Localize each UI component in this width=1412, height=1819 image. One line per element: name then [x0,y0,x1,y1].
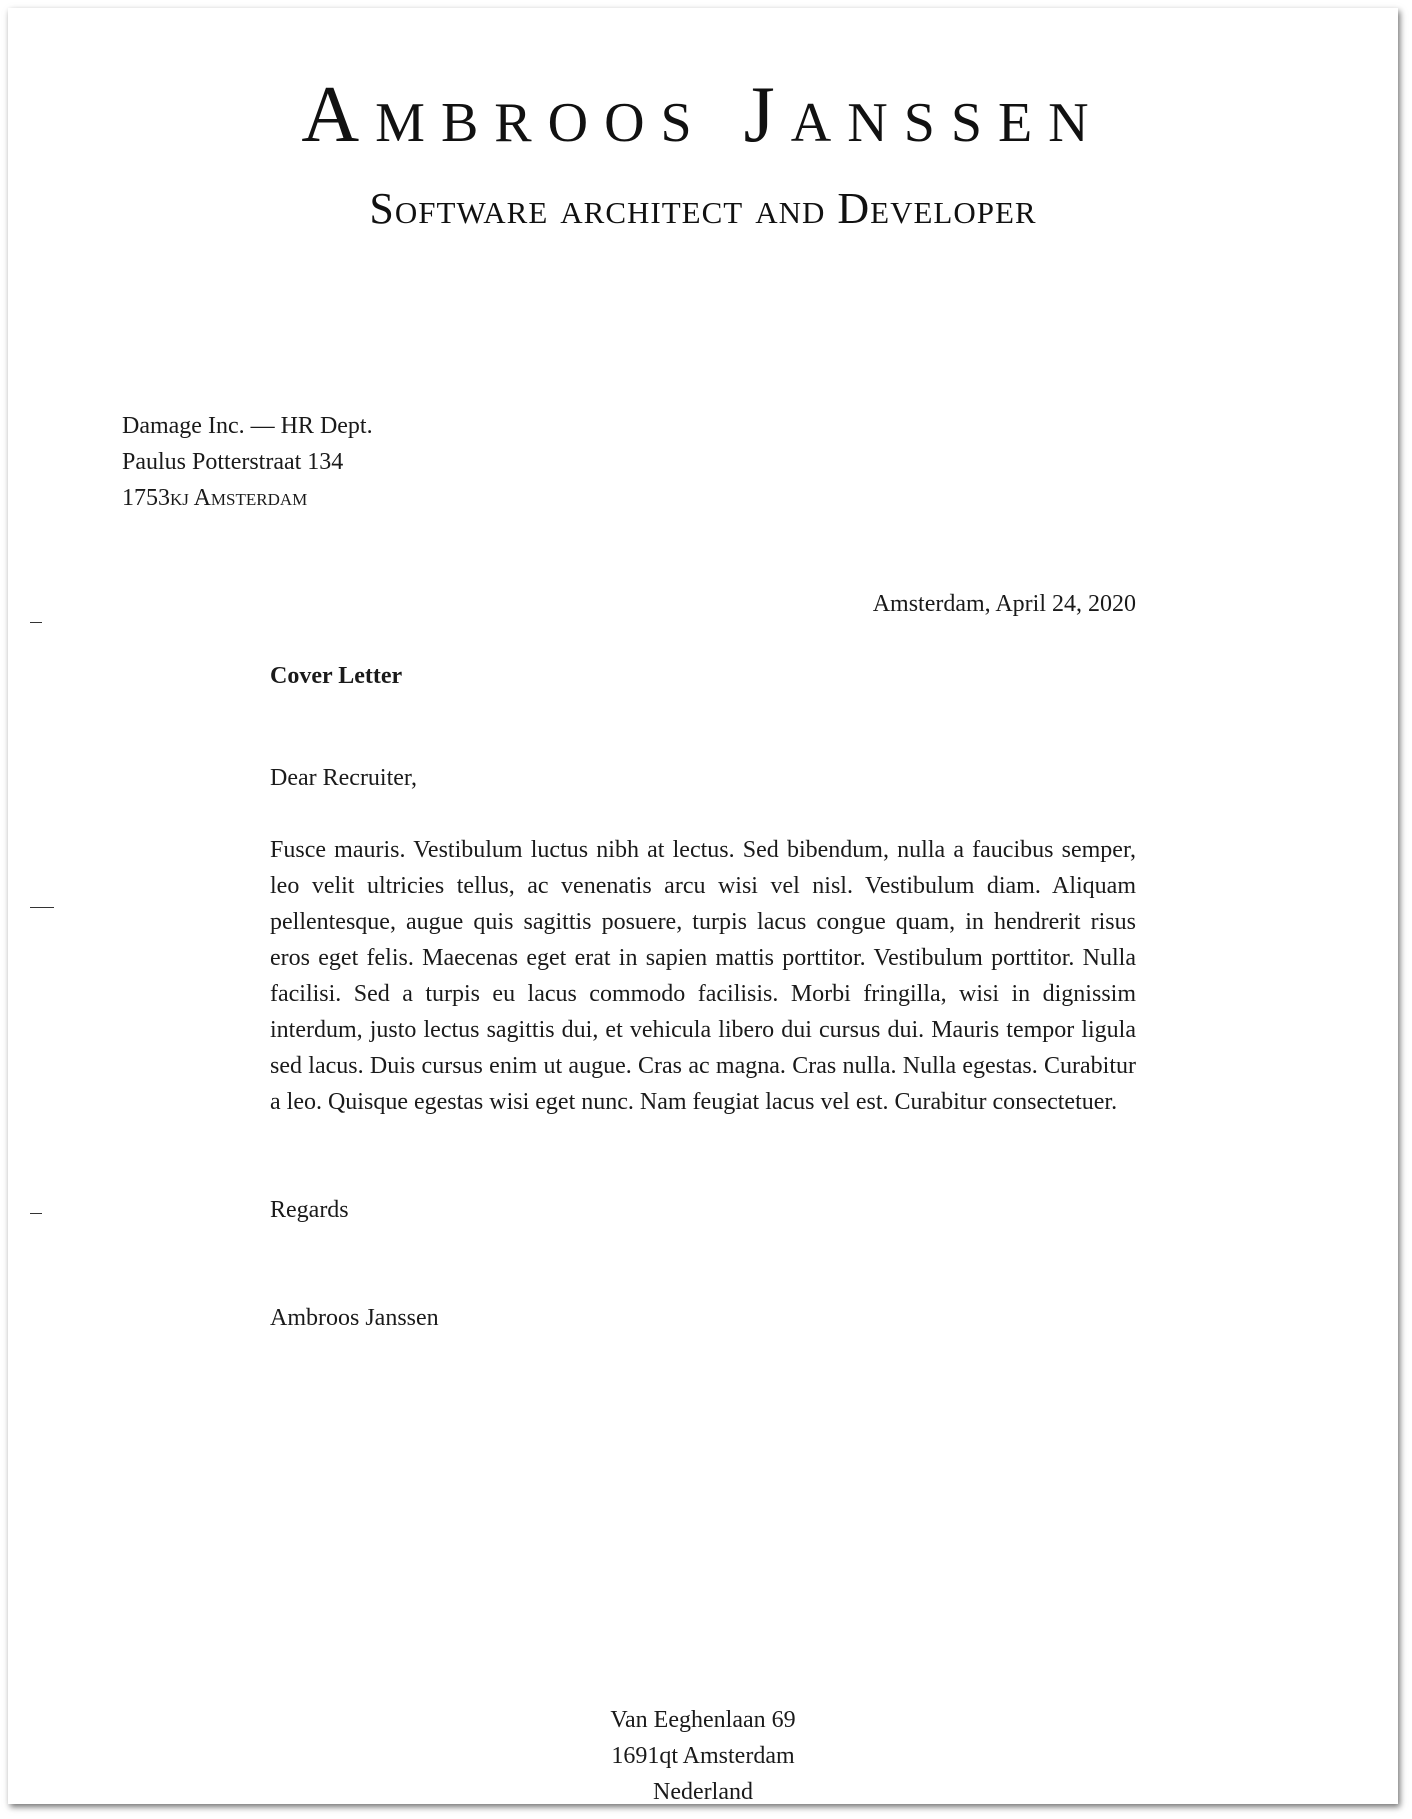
footer-line-country: Nederland [653,1779,753,1805]
letter-salutation: Dear Recruiter, [270,765,417,791]
footer-line-street: Van Eeghenlaan 69 [610,1707,796,1733]
letter-subject: Cover Letter [270,663,403,689]
recipient-line-city: 1753kj Amsterdam [122,485,308,511]
sender-address-footer [8,1702,1398,1810]
recipient-line-street: Paulus Potterstraat 134 [122,449,344,475]
letter-signature: Ambroos Janssen [270,1305,439,1331]
recipient-line-company: Damage Inc. — HR Dept. [122,413,373,439]
punch-mark-center [30,907,54,908]
footer-line-city: 1691qt Amsterdam [611,1743,795,1769]
fold-mark-top [30,622,42,623]
letter-page [8,8,1398,1804]
letter-body: Fusce mauris. Vestibulum luctus nibh at lectus. Sed bibendum, nulla a faucibus semper, leo velit ultricies tellus, ac venenatis arcu wisi vel nisl. Vestibulum diam. Aliquam pellentesque, augue quis sagittis posuere, turpis lacus congue quam, in hendrerit risus eros eget felis. Maecenas eget erat in sapien mattis porttitor. Vestibulum porttitor. Nulla facilisi. Sed a turpis eu lacus commodo facilisis. Morbi fringilla, wisi in dignissim interdum, justo lectus sagittis dui, et vehicula libero dui cursus dui. Mauris tempor ligula sed lacus. Duis cursus enim ut augue. Cras ac magna. Cras nulla. Nulla egestas. Curabitur a leo. Quisque egestas wisi eget nunc. Nam feugiat lacus vel est. Curabitur consectetuer. [270,837,1136,1115]
letter-date: Amsterdam, April 24, 2020 [872,591,1136,617]
recipient-address [122,408,373,516]
fold-mark-bottom [30,1213,42,1214]
sender-tagline: Software architect and Developer [369,184,1037,233]
letter-closing: Regards [270,1197,349,1223]
sender-name: Ambroos Janssen [301,71,1105,159]
